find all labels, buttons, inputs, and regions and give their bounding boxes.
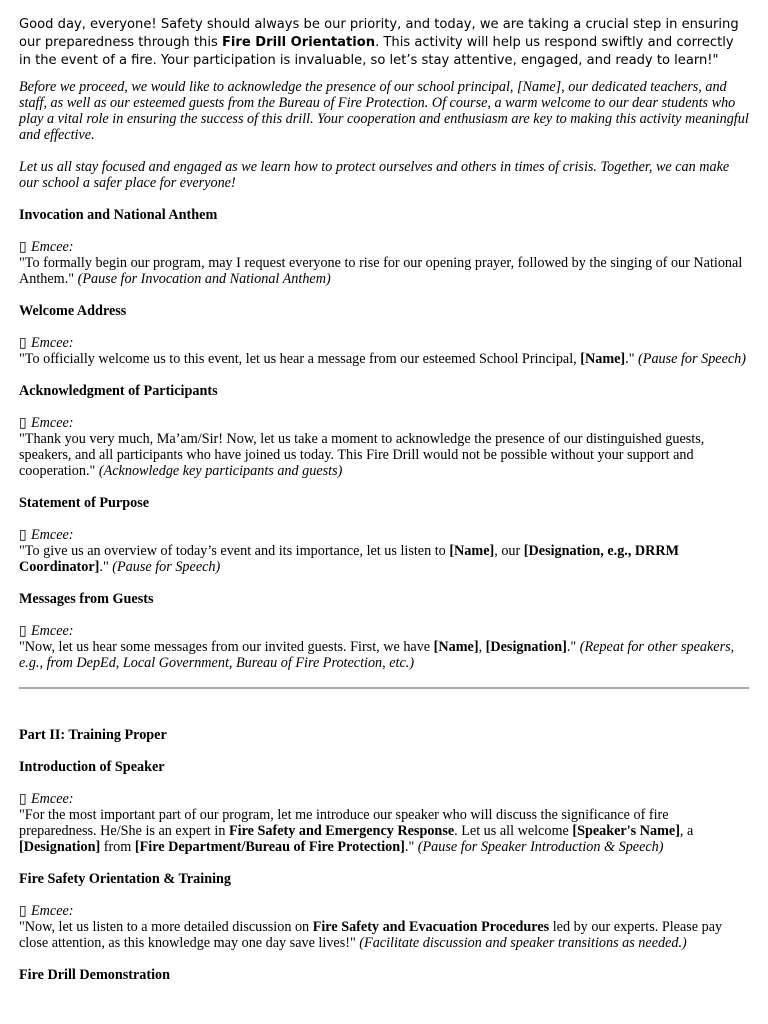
stage-note: (Repeat for other speakers, e.g., from DepEd, Local Government, Bureau of Fire Protection, etc.): [19, 639, 735, 671]
emcee-line: "For the most important part of our program, let me introduce our speaker who will discuss the significance of fire preparedness. He/She is an expert in Fire Safety and Emergency Response. Let us all welcome [Speaker's Name], a [Designation] from [Fire Department/Bureau of Fire Protection]." (Pause for Speaker Introduction & Speech): [19, 807, 694, 855]
emcee-block-purpose: [19, 527, 749, 575]
emcee-block-acknowledgment: [19, 415, 749, 479]
emcee-block-welcome: [19, 335, 749, 367]
stage-note: (Pause for Speech): [112, 559, 221, 575]
stage-note: (Facilitate discussion and speaker transitions as needed.): [359, 935, 687, 951]
missing-glyph-icon: ▯: [19, 527, 27, 543]
missing-glyph-icon: ▯: [19, 791, 27, 807]
stage-note: (Pause for Speech): [638, 351, 746, 367]
section-heading-guests: Messages from Guests: [19, 591, 154, 607]
emcee-label: ▯ Emcee:: [19, 623, 74, 639]
section-heading-purpose: Statement of Purpose: [19, 495, 150, 511]
emcee-label: ▯ Emcee:: [19, 415, 74, 431]
missing-glyph-icon: ▯: [19, 335, 27, 351]
missing-glyph-icon: ▯: [19, 903, 27, 919]
section-heading-welcome: Welcome Address: [19, 303, 127, 319]
emcee-label: ▯ Emcee:: [19, 335, 74, 351]
emcee-label: ▯ Emcee:: [19, 239, 74, 255]
stage-note: (Acknowledge key participants and guests): [98, 463, 343, 479]
emcee-line: "Thank you very much, Ma’am/Sir! Now, let us take a moment to acknowledge the presence of our distinguished guests, speakers, and all participants who have joined us today. This Fire Drill would not be possible without your support and cooperation." (Acknowledge key participants and guests): [19, 431, 705, 479]
emcee-block-invocation: [19, 239, 749, 287]
event-name: Fire Drill Orientation: [221, 35, 376, 50]
emcee-line: "To give us an overview of today’s event and its importance, let us listen to [Name], our [Designation, e.g., DRRM Coordinator]." (Pause for Speech): [19, 543, 680, 575]
emcee-label: ▯ Emcee:: [19, 527, 74, 543]
part-heading: Part II: Training Proper: [19, 727, 167, 743]
section-heading-invocation: Invocation and National Anthem: [19, 207, 218, 223]
emcee-label: ▯ Emcee:: [19, 903, 74, 919]
section-heading-demo: Fire Drill Demonstration: [19, 967, 171, 983]
emcee-line: "Now, let us hear some messages from our invited guests. First, we have [Name], [Designation]." (Repeat for other speakers, e.g., from DepEd, Local Government, Bureau of Fire Protection, etc.): [19, 639, 735, 671]
section-heading-speaker: Introduction of Speaker: [19, 759, 165, 775]
emcee-block-speaker: [19, 791, 749, 855]
intro-text-cont: . This activity will help us respond swiftly and correctly in the event of a fire. Your participation is invaluable, so let’s stay attentive, engaged, and ready to learn!": [19, 35, 734, 68]
emcee-line: "To formally begin our program, may I request everyone to rise for our opening prayer, followed by the singing of our National Anthem." (Pause for Invocation and National Anthem): [19, 255, 743, 287]
closing-paragraph: Let us all stay focused and engaged as we learn how to protect ourselves and others in times of crisis. Together, we can make our school a safer place for everyone!: [19, 159, 730, 191]
stage-note: (Pause for Invocation and National Anthem): [77, 271, 331, 287]
emcee-label: ▯ Emcee:: [19, 791, 74, 807]
missing-glyph-icon: ▯: [19, 623, 27, 639]
section-heading-orientation: Fire Safety Orientation & Training: [19, 871, 232, 887]
intro-text: Good day, everyone! Safety should always be our priority, and today, we are taking a crucial step in ensuring our preparedness through this: [19, 17, 739, 50]
emcee-block-guests: [19, 623, 749, 671]
missing-glyph-icon: ▯: [19, 415, 27, 431]
section-heading-acknowledgment: Acknowledgment of Participants: [19, 383, 218, 399]
intro-paragraph: [19, 16, 749, 70]
section-divider: [19, 687, 749, 689]
missing-glyph-icon: ▯: [19, 239, 27, 255]
emcee-line: "To officially welcome us to this event, let us hear a message from our esteemed School Principal, [Name]." (Pause for Speech): [19, 351, 746, 367]
emcee-line: "Now, let us listen to a more detailed discussion on Fire Safety and Evacuation Procedures led by our experts. Please pay close attention, as this knowledge may one day save lives!" (Facilitate discussion and speaker transitions as needed.): [19, 919, 723, 951]
stage-note: (Pause for Speaker Introduction & Speech): [417, 839, 664, 855]
acknowledgment-paragraph: Before we proceed, we would like to acknowledge the presence of our school principal, [Name], our dedicated teachers, and staff, as well as our esteemed guests from the Bureau of Fire Protection. Of course, a warm welcome to our dear students who play a vital role in ensuring the success of this drill. Your cooperation and enthusiasm are key to making this activity meaningful and effective.: [19, 79, 749, 143]
emcee-block-orientation: [19, 903, 749, 951]
